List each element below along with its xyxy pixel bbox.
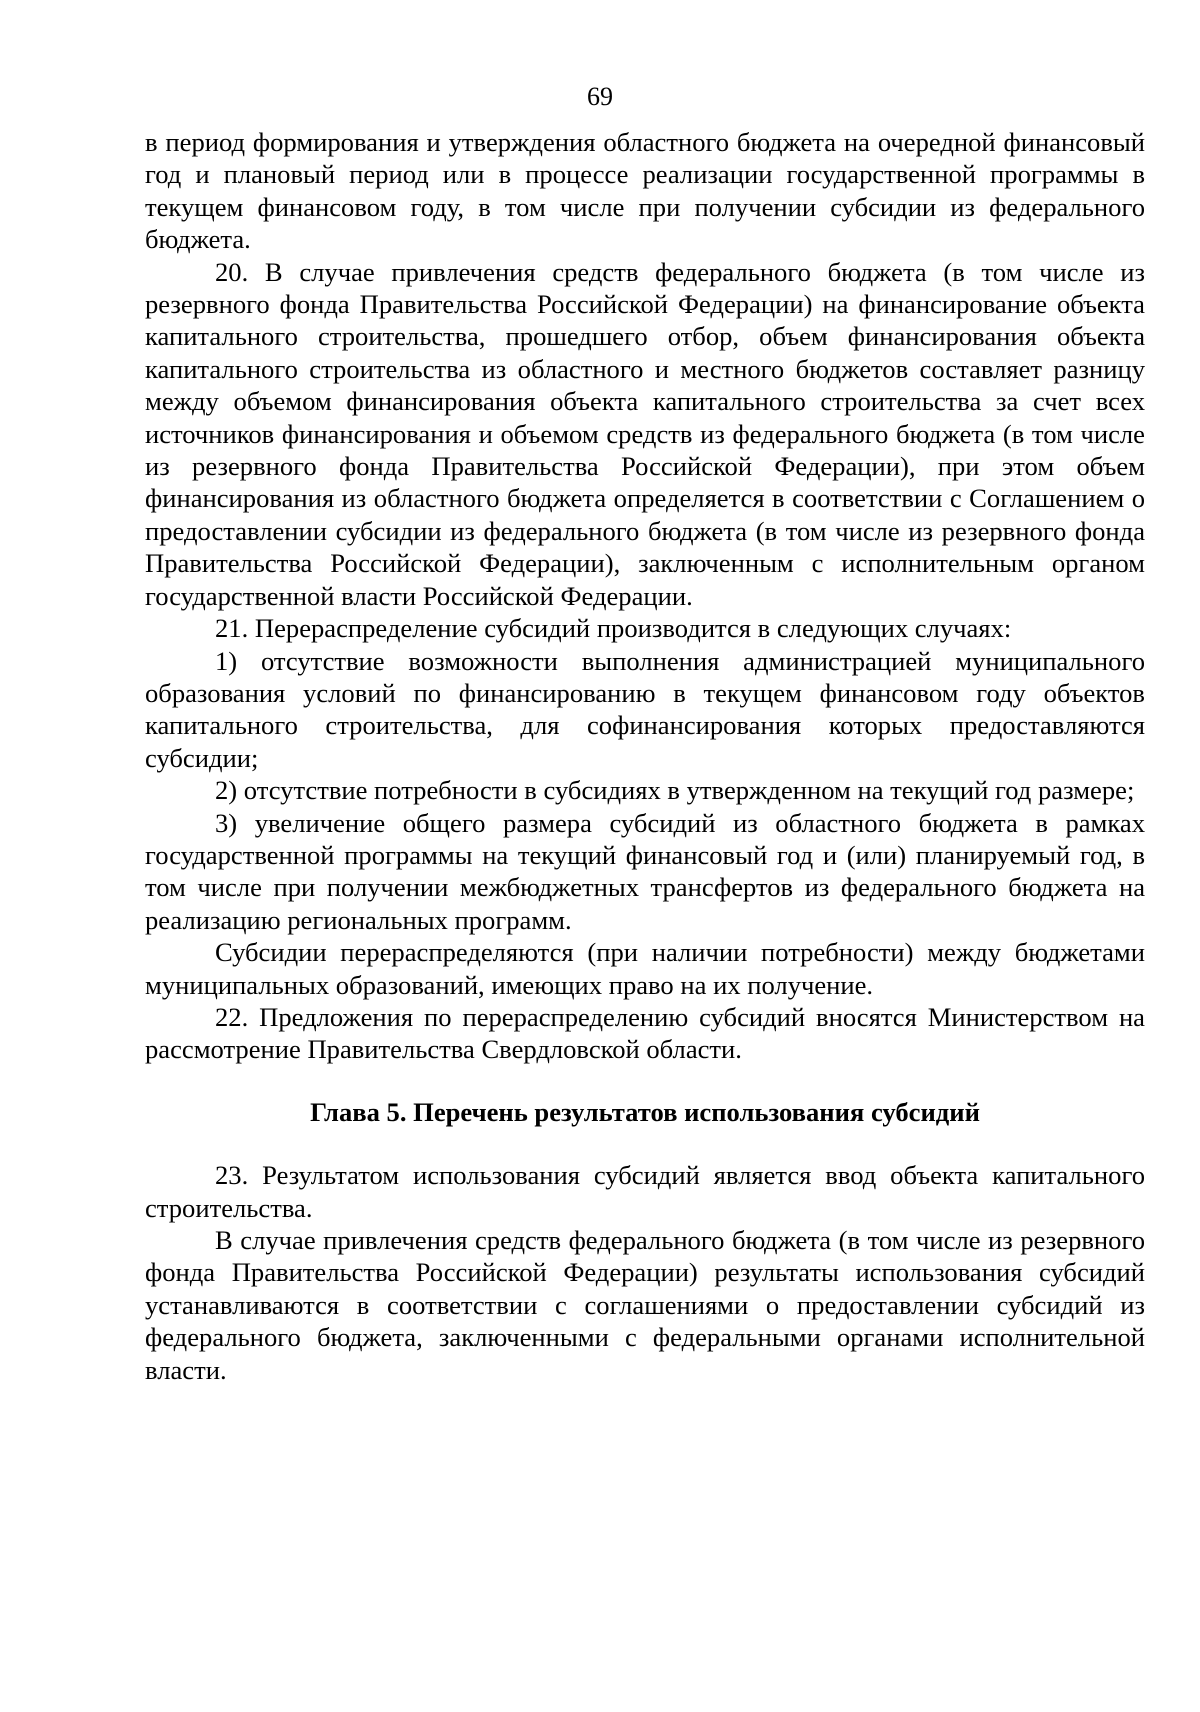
chapter-5-heading: Глава 5. Перечень результатов использования субсидий [310,1096,980,1127]
paragraph-20: 20. В случае привлечения средств федерального бюджета (в том числе из резервного фонда Правительства Российской Федерации) на финансирование объекта капитального строительства, прошедшего отбор, объем финансирования объекта капитального строительства из областного и местного бюджетов составляет разницу между объемом финансирования объекта капитального строительства за счет всех источников финансирования и объемом средств из федерального бюджета (в том числе из резервного фонда Правительства Российской Федерации), при этом объем финансирования из областного бюджета определяется в соответствии с Соглашением о предоставлении субсидии из федерального бюджета (в том числе из резервного фонда Правительства Российской Федерации), заключенным с исполнительным органом государственной власти Российской Федерации. [145,256,1145,611]
paragraph-federal-results: В случае привлечения средств федерального бюджета (в том числе из резервного фонда Правительства Российской Федерации) результаты использования субсидий устанавливаются в соответствии с соглашениями о предоставлении субсидий из федерального бюджета, заключенными с федеральными органами исполнительной власти. [145,1225,1145,1385]
paragraph-21: 21. Перераспределение субсидий производится в следующих случаях: [215,613,1012,644]
paragraph-21-item-1: 1) отсутствие возможности выполнения администрацией муниципального образования условий по финансированию в текущем финансовом году объектов капитального строительства, для софинансирования которых предоставляются субсидии; [145,645,1145,773]
paragraph-continuation: в период формирования и утверждения областного бюджета на очередной финансовый год и плановый период или в процессе реализации государственной программы в текущем финансовом году, в том числе при получении субсидии из федерального бюджета. [145,127,1145,255]
page-number: 69 [587,82,613,111]
document-body [145,126,1145,1386]
paragraph-redistribution: Субсидии перераспределяются (при наличии потребности) между бюджетами муниципальных образований, имеющих право на их получение. [145,937,1145,1000]
paragraph-23: 23. Результатом использования субсидий является ввод объекта капитального строительства. [145,1160,1145,1223]
paragraph-21-item-3: 3) увеличение общего размера субсидий из областного бюджета в рамках государственной программы на текущий финансовый год и (или) планируемый год, в том числе при получении межбюджетных трансфертов из федерального бюджета на реализацию региональных программ. [145,807,1145,935]
paragraph-22: 22. Предложения по перераспределению субсидий вносятся Министерством на рассмотрение Правительства Свердловской области. [145,1001,1145,1065]
paragraph-21-item-2: 2) отсутствие потребности в субсидиях в утвержденном на текущий год размере; [215,775,1135,806]
